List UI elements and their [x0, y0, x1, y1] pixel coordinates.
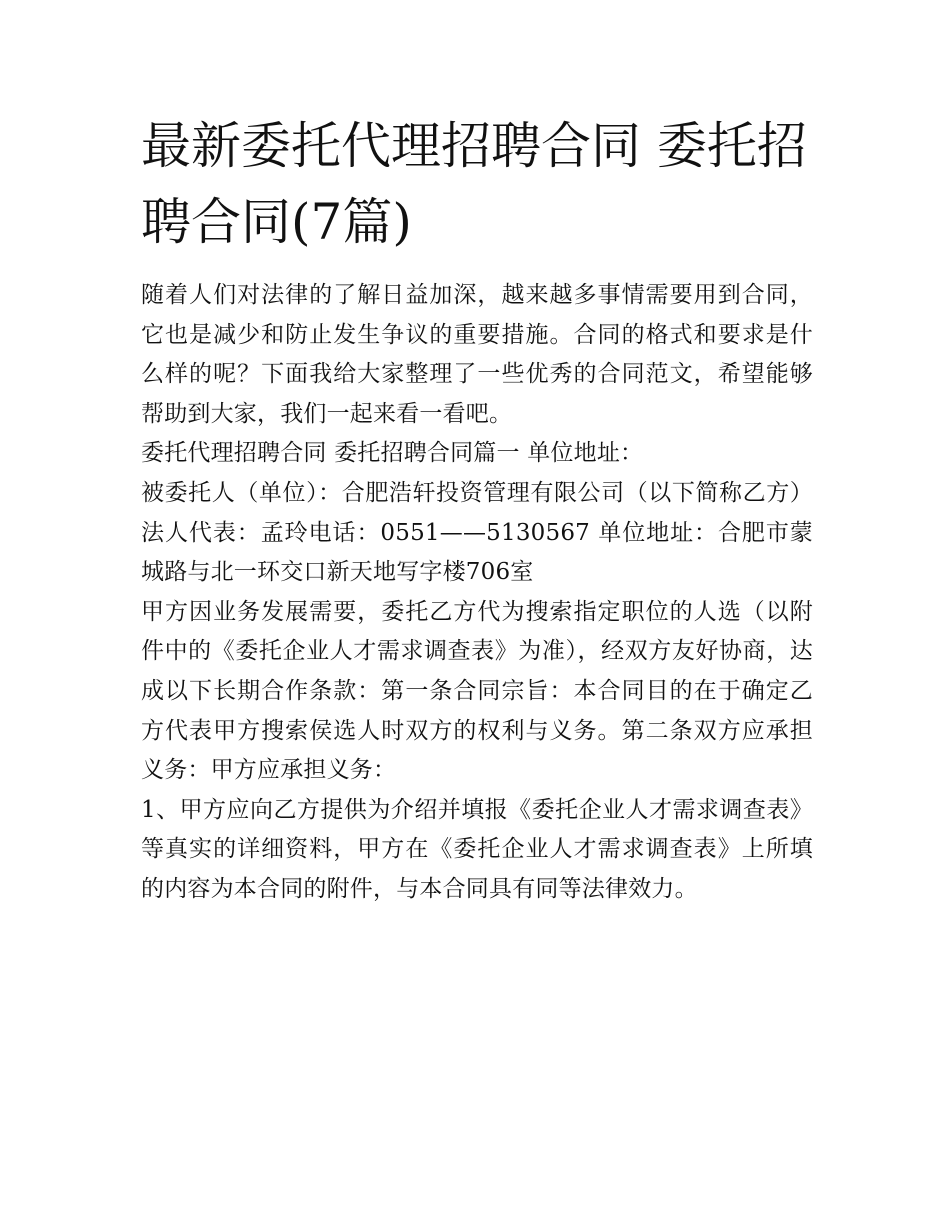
paragraph-intro: 随着人们对法律的了解日益加深，越来越多事情需要用到合同，它也是减少和防止发生争议的重要措施。合同的格式和要求是什么样的呢？下面我给大家整理了一些优秀的合同范文，希望能够帮助到大家，我们一起来看一看吧。: [141, 282, 813, 427]
paragraph-clause-1: 1、甲方应向乙方提供为介绍并填报《委托企业人才需求调查表》等真实的详细资料，甲方在《委托企业人才需求调查表》上所填的内容为本合同的附件，与本合同具有同等法律效力。: [141, 796, 813, 902]
paragraph-party-info: 被委托人（单位）：合肥浩轩投资管理有限公司（以下简称乙方）法人代表：孟玲电话：0551——5130567 单位地址：合肥市蒙城路与北一环交口新天地写字楼706室: [141, 479, 813, 586]
document-body: [141, 276, 813, 910]
paragraph-terms: 甲方因业务发展需要，委托乙方代为搜索指定职位的人选（以附件中的《委托企业人才需求调查表》为准），经双方友好协商，达成以下长期合作条款：第一条合同宗旨：本合同目的在于确定乙方代表甲方搜索侯选人时双方的权利与义务。第二条双方应承担义务：甲方应承担义务：: [141, 598, 813, 784]
paragraph-section-heading: 委托代理招聘合同 委托招聘合同篇一 单位地址：: [141, 440, 644, 467]
document-title: 最新委托代理招聘合同 委托招聘合同(7篇): [141, 117, 807, 251]
document-page: [141, 108, 813, 910]
